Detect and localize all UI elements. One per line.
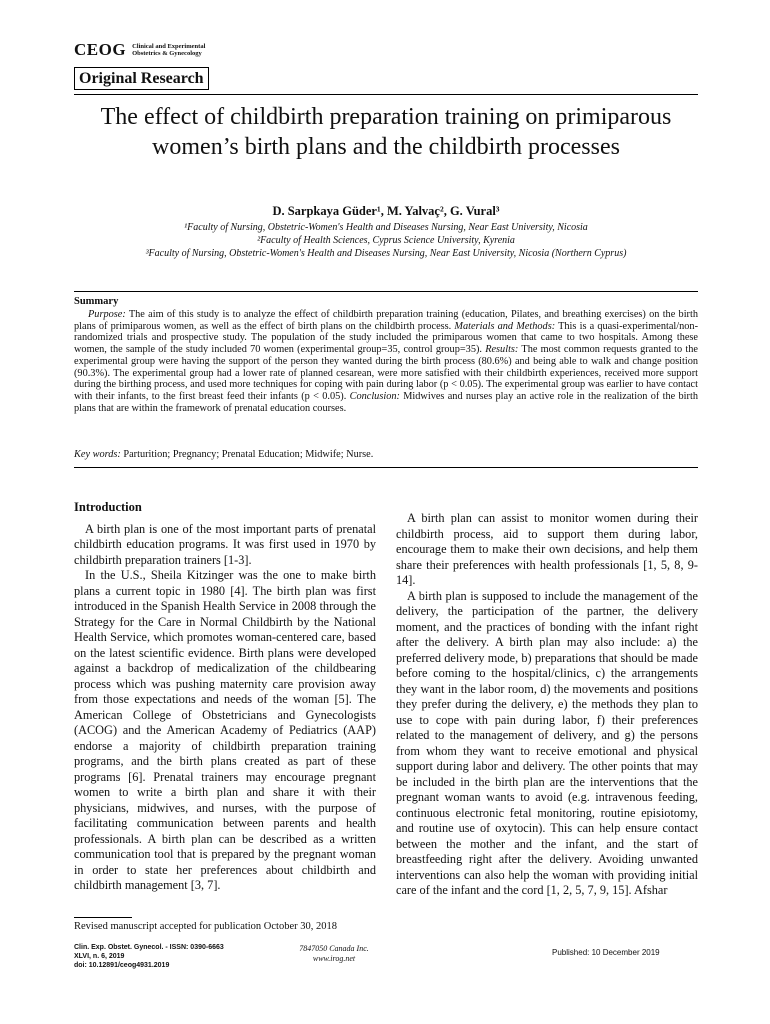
author-list: D. Sarpkaya Güder¹, M. Yalvaç², G. Vural³ xyxy=(272,204,500,218)
affiliation-1: ¹Faculty of Nursing, Obstetric-Women's Health and Diseases Nursing, Near East University, Nicosia xyxy=(184,222,588,233)
published-date: Published: 10 December 2019 xyxy=(552,948,660,957)
summary-text: Purpose: The aim of this study is to analyze the effect of childbirth preparation training (education, Pilates, and breathing exercises) on the birth plans of primiparous women, as well as the effect of birth plans on the childbirth process. Materials and Methods: This is a quasi-experimental/non-randomized trials and prospective study. The population of the study included the primiparous women that came to two hospitals. Among these women, the sample of the study included 70 women (experimental group=35, control group=35). Results: The most common requests granted to the experimental group were having the support of the person they wanted during the birth process (80.6%) and being able to walk and change position (90.3%). The experimental group had a lower rate of planned cesarean, were more satisfied with their childbirth experiences, received more support during the birthing process, and used more techniques for coping with pain during labor (p < 0.05). The experimental group was earlier to have contact with their infants, to the first breast feed their infants (p < 0.05). Conclusion: Midwives and nurses play an active role in the realization of the birth plans that are within the framework of prenatal education courses. xyxy=(74,309,698,414)
paragraph: A birth plan is one of the most important parts of prenatal childbirth education programs. It was first used in 1970 by childbirth preparation trainers [1-3]. xyxy=(74,521,376,567)
affiliation-3: ³Faculty of Nursing, Obstetric-Women's Health and Diseases Nursing, Near East University, Nicosia (Northern Cyprus) xyxy=(145,248,627,259)
affiliation-2: ²Faculty of Health Sciences, Cyprus Science University, Kyrenia xyxy=(257,235,515,246)
paragraph: A birth plan can assist to monitor women during their childbirth process, aid to support them during labor, encourage them to make their own decisions, and help them share their preferences with health professionals [1, 5, 8, 9-14]. xyxy=(396,511,698,587)
summary-heading: Summary xyxy=(74,296,119,307)
keywords-divider xyxy=(74,467,698,468)
citation-info: Clin. Exp. Obstet. Gynecol. - ISSN: 0390-6663 XLVI, n. 6, 2019 doi: 10.12891/ceog4931.2019 xyxy=(74,944,224,969)
journal-logo-mark: CEOG xyxy=(74,40,127,59)
revision-note: Revised manuscript accepted for publication October 30, 2018 xyxy=(74,921,338,932)
journal-logo-subtitle: Clinical and Experimental Obstetrics & Gynecology xyxy=(132,43,206,57)
journal-logo xyxy=(74,40,205,60)
paragraph: A birth plan is supposed to include the management of the delivery, the participation of the partner, the delivery moment, and the practices of bonding with the infant right after the delivery. A birth plan may also include: a) the preferred delivery mode, b) preparations that should be made before coming to the hospital/clinics, c) the arrangements they want in the labor room, d) the movements and positions they prefer during the delivery, e) the methods they plan to use to cope with pain during labor, f) their preferences related to the management of delivery, and g) the persons from whom they want to receive emotional and physical support during labor and delivery. The other points that may be included in the birth plan are the interventions that the pregnant woman wants to avoid (e.g. intravenous feeding, continuous electronic fetal monitoring, routine episiotomy, and routine use of oxytocin). This can help ensure contact between the mother and the infant, and the start of breastfeeding right after the delivery. Avoiding unwanted interventions can also help the woman with providing initial care of the infant and the cord [1, 2, 5, 7, 9, 15]. Afshar xyxy=(396,588,698,897)
article-title: The effect of childbirth preparation training on primiparous women’s birth plans and the childbirth processes xyxy=(100,104,672,160)
body-column-right xyxy=(396,511,698,899)
header-divider xyxy=(74,94,698,95)
section-heading-introduction: Introduction xyxy=(74,500,142,514)
footnote-divider xyxy=(74,917,132,918)
article-type-tag: Original Research xyxy=(74,67,209,90)
paragraph: In the U.S., Sheila Kitzinger was the one to make birth plans a current topic in 1980 [4]. The birth plan was first introduced in the Spanish Health Service in 2008 through the Strategy for the Care in Normal Childbirth by the National Health Service, which promotes woman-centered care, based on the latest scientific evidence. Birth plans were developed against a backdrop of medicalization of the childbearing process which was pushing maternity care provision away from those expectations and needs of the woman [5]. The American College of Obstetricians and Gynecologists (ACOG) and the American Academy of Pediatrics (AAP) endorse a majority of childbirth preparation training programs, and the birth plans created as part of these programs [6]. Prenatal trainers may encourage pregnant women to write a birth plan and share it with their physicians, midwives, and nurses, with the purpose of facilitating communication between parents and health professionals. A birth plan can be described as a written communication tool that is prepared by the pregnant woman in order to state her preferences about childbirth and childbirth management [3, 7]. xyxy=(74,568,376,892)
summary-top-divider xyxy=(74,291,698,292)
keywords: Key words: Parturition; Pregnancy; Prenatal Education; Midwife; Nurse. xyxy=(74,449,374,460)
body-column-left xyxy=(74,500,376,894)
publisher-info: 7847050 Canada Inc. www.irog.net xyxy=(299,944,369,963)
